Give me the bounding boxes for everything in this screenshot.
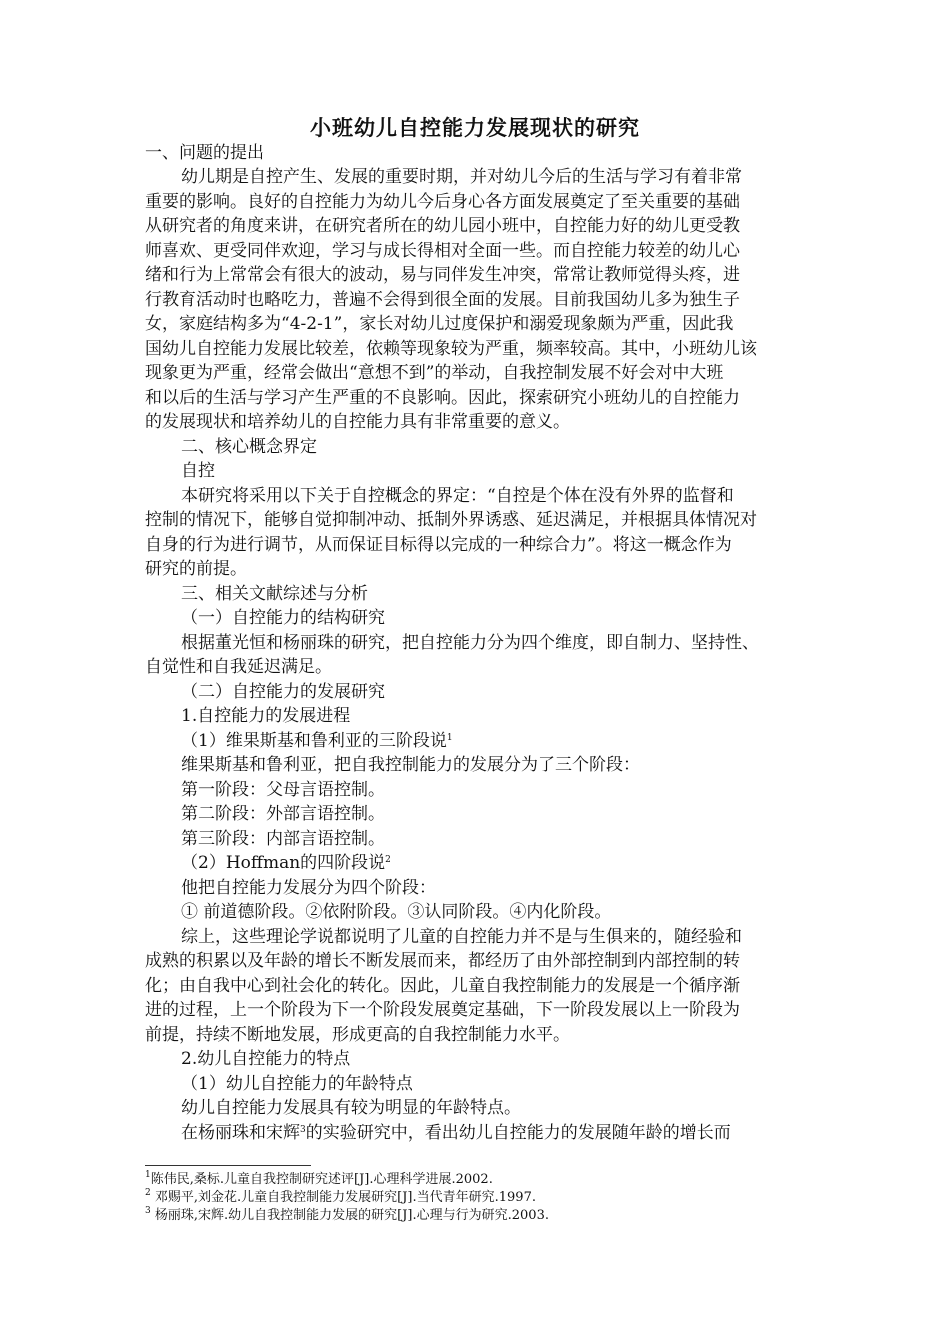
paragraph-line: 行教育活动时也略吃力，普遍不会得到很全面的发展。目前我国幼儿多为独生子 (145, 290, 740, 310)
subheading: （1）维果斯基和鲁利亚的三阶段说$^1$ (181, 731, 453, 751)
paragraph-line: 他把自控能力发展分为四个阶段： (181, 878, 436, 898)
footnote: $^3$ 杨丽珠,宋辉.幼儿自我控制能力发展的研究[J].心理与行为研究.2003. (145, 1206, 549, 1223)
paragraph-line: 女，家庭结构多为“4-2-1”，家长对幼儿过度保护和溺爱现象颇为严重，因此我 (145, 314, 734, 334)
paragraph-line: 绪和行为上常常会有很大的波动，易与同伴发生冲突，常常让教师觉得头疼，进 (145, 265, 740, 285)
paragraph-line: 第三阶段：内部言语控制。 (181, 829, 385, 849)
subheading: （二）自控能力的发展研究 (181, 682, 385, 702)
paragraph-line: 本研究将采用以下关于自控概念的界定：“自控是个体在没有外界的监督和 (181, 486, 734, 506)
paragraph-line: 幼儿自控能力发展具有较为明显的年龄特点。 (181, 1098, 521, 1118)
paragraph-line: 重要的影响。良好的自控能力为幼儿今后身心各方面发展奠定了至关重要的基础 (145, 192, 740, 212)
paragraph-line: 第一阶段：父母言语控制。 (181, 780, 385, 800)
footnote-separator (145, 1165, 311, 1166)
paragraph-line: 自觉性和自我延迟满足。 (145, 657, 332, 677)
subheading: 2.幼儿自控能力的特点 (181, 1049, 351, 1069)
subheading: （2）Hoffman的四阶段说$^2$ (181, 853, 391, 873)
paragraph-line: 在杨丽珠和宋辉$^3$的实验研究中，看出幼儿自控能力的发展随年龄的增长而 (181, 1123, 731, 1143)
footnote-ref: 3 (300, 1125, 306, 1135)
subheading: 1.自控能力的发展进程 (181, 706, 351, 726)
paragraph-line: 自身的行为进行调节，从而保证目标得以完成的一种综合力”。将这一概念作为 (145, 535, 732, 555)
paragraph-line: 进的过程，上一个阶段为下一个阶段发展奠定基础，下一阶段发展以上一阶段为 (145, 1000, 740, 1020)
paragraph-line: 从研究者的角度来讲，在研究者所在的幼儿园小班中，自控能力好的幼儿更受教 (145, 216, 740, 236)
paragraph-line: 的发展现状和培养幼儿的自控能力具有非常重要的意义。 (145, 412, 570, 432)
paragraph-line: 化；由自我中心到社会化的转化。因此，儿童自我控制能力的发展是一个循序渐 (145, 976, 740, 996)
footnote-ref: 2 (385, 855, 391, 865)
paragraph-line: 成熟的积累以及年龄的增长不断发展而来，都经历了由外部控制到内部控制的转 (145, 951, 740, 971)
footnote: $^1$陈伟民,桑标.儿童自我控制研究述评[J].心理科学进展.2002. (145, 1170, 493, 1187)
paragraph-line: 幼儿期是自控产生、发展的重要时期，并对幼儿今后的生活与学习有着非常 (181, 167, 742, 187)
paragraph-line: ① 前道德阶段。②依附阶段。③认同阶段。④内化阶段。 (181, 902, 612, 922)
section-heading-1: 一、问题的提出 (145, 143, 264, 163)
paragraph-line: 第二阶段：外部言语控制。 (181, 804, 385, 824)
paragraph-line: 和以后的生活与学习产生严重的不良影响。因此，探索研究小班幼儿的自控能力 (145, 388, 740, 408)
paragraph-line: 综上，这些理论学说都说明了儿童的自控能力并不是与生俱来的，随经验和 (181, 927, 742, 947)
paragraph-line: 现象更为严重，经常会做出“意想不到”的举动，自我控制发展不好会对中大班 (145, 363, 724, 383)
section-heading-2: 二、核心概念界定 (181, 437, 317, 457)
subheading: （一）自控能力的结构研究 (181, 608, 385, 628)
section-heading-3: 三、相关文献综述与分析 (181, 584, 368, 604)
subheading: 自控 (181, 461, 215, 481)
footnote: $^2$ 邓赐平,刘金花.儿童自我控制能力发展研究[J].当代青年研究.1997. (145, 1188, 536, 1205)
subheading: （1）幼儿自控能力的年龄特点 (181, 1074, 413, 1094)
paragraph-line: 根据董光恒和杨丽珠的研究，把自控能力分为四个维度，即自制力、坚持性、 (181, 633, 759, 653)
paragraph-line: 前提，持续不断地发展，形成更高的自我控制能力水平。 (145, 1025, 570, 1045)
paragraph-line: 师喜欢、更受同伴欢迎，学习与成长得相对全面一些。而自控能力较差的幼儿心 (145, 241, 740, 261)
paragraph-line: 国幼儿自控能力发展比较差，依赖等现象较为严重，频率较高。其中，小班幼儿该 (145, 339, 757, 359)
paragraph-line: 控制的情况下，能够自觉抑制冲动、抵制外界诱惑、延迟满足，并根据具体情况对 (145, 510, 757, 530)
paragraph-line: 研究的前提。 (145, 559, 247, 579)
footnote-ref: 1 (446, 733, 453, 743)
paragraph-line: 维果斯基和鲁利亚，把自我控制能力的发展分为了三个阶段： (181, 755, 640, 775)
page-title: 小班幼儿自控能力发展现状的研究 (310, 116, 640, 140)
